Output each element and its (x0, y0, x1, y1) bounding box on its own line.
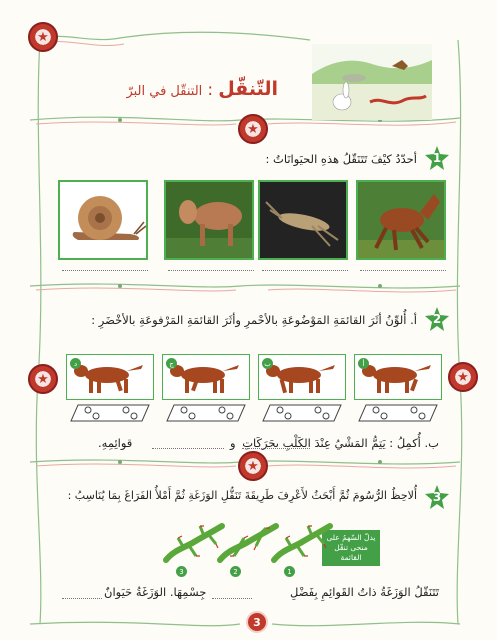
exercise-3-sentence-b: جِسْمِهَا. الوَزَغَةُ حَيَوانٌ (104, 585, 207, 599)
title-subtitle: التنقّل في البرّ (126, 84, 203, 99)
answer-line[interactable] (62, 270, 148, 271)
frame-tag: ج (166, 358, 177, 369)
gecko-illustration (268, 520, 334, 568)
page-number: 3 (246, 611, 268, 633)
footprint-diagram[interactable] (358, 404, 438, 422)
gecko-tag: 1 (284, 566, 295, 577)
exercise-2b-instruction: ب. أُكمِلُ : يَتِمُّ المَشْيُ عِنْدَ الكَلْبِ بحَرَكَاتِ (242, 436, 439, 450)
side-medal-left (28, 364, 58, 394)
star-icon: ★ (247, 121, 259, 137)
section-medal-middle (238, 451, 268, 481)
title-main: التّنقّل (218, 78, 278, 100)
star-icon: ★ (457, 369, 469, 385)
star-icon: ★ (37, 29, 49, 45)
star-icon: ★ (247, 458, 259, 474)
title-separator: : (207, 80, 214, 100)
grasshopper-photo (258, 180, 348, 260)
answer-line[interactable] (152, 448, 224, 449)
answer-line[interactable] (212, 598, 252, 599)
answer-line[interactable] (168, 270, 254, 271)
exercise-1-badge: 1 (424, 145, 450, 171)
footprint-diagram[interactable] (262, 404, 342, 422)
answer-line[interactable] (360, 270, 446, 271)
horse-photo (356, 180, 446, 260)
answer-line[interactable] (262, 270, 348, 271)
footprint-diagram[interactable] (166, 404, 246, 422)
page-title (78, 78, 278, 100)
exercise-2b-tail: قوائِمِهِ. (98, 436, 133, 450)
snail-photo (58, 180, 148, 260)
exercise-3-instruction: أُلاحِظُ الرُّسُومَ ثُمَّ أَبْحَثُ لأَعْرِفَ طَرِيقَةَ تَنَقُّلِ الوَزَغَةِ ثُمَّ أَمْلأُ الفَرَاغَ بِمَا يُنَاسِبُ : (67, 489, 417, 502)
dog-frame (66, 354, 154, 400)
dog-frame (354, 354, 442, 400)
exercise-2a-instruction: أ. أُلوِّنُ أثَرَ القائمَةِ المَوْضُوعَةِ بالأحْمرِ وأثَرَ القائمَةِ المَرْفوعَةِ بالأخْضَرِ : (91, 313, 417, 327)
answer-line[interactable] (62, 598, 102, 599)
gecko-tag: 2 (230, 566, 241, 577)
exercise-1-instruction: أحدّدُ كيْفَ تَتَنَقّلُ هذهِ الحيَوانَاتُ : (265, 152, 417, 166)
conjunction: و (230, 436, 236, 450)
hero-illustration (312, 44, 432, 120)
gecko-tag: 3 (176, 566, 187, 577)
exercise-2-badge: 2 (424, 306, 450, 332)
frame-tag: أ (358, 358, 369, 369)
side-medal-right (448, 362, 478, 392)
frame-tag: ب (262, 358, 273, 369)
corner-medal-top-left (28, 22, 58, 52)
cow-photo (164, 180, 254, 260)
star-icon: ★ (37, 371, 49, 387)
exercise-3-sentence-a: تَتَنَقّلُ الوَزَغَةُ ذاتُ القَوائِمِ بِفَضْلِ (289, 585, 439, 599)
dog-frame (162, 354, 250, 400)
exercise-3-badge: 3 (424, 484, 450, 510)
section-medal-top (238, 114, 268, 144)
dog-frame (258, 354, 346, 400)
answer-line[interactable] (242, 448, 310, 449)
hint-box: يدلّ السّهمُ على منحى تنقّل القائمة (322, 530, 380, 566)
frame-tag: د (70, 358, 81, 369)
footprint-diagram[interactable] (70, 404, 150, 422)
